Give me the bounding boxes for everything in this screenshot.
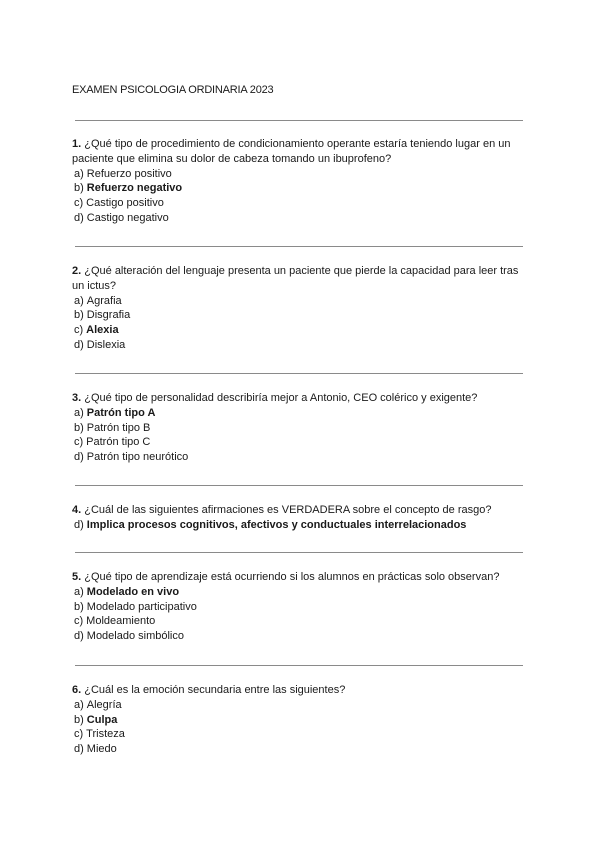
option-text: Agrafia [86,294,122,307]
option-letter: b) [74,182,84,195]
option-b [72,421,532,436]
answer-options [72,406,532,465]
question-number: 3. [72,392,82,404]
divider [75,665,523,666]
option-d [72,629,532,644]
option-letter: a) [74,406,84,419]
option-c [72,435,532,450]
question-1 [72,137,532,226]
option-c-correct [72,323,532,338]
option-letter: d) [74,451,84,464]
divider [75,246,523,247]
option-text: Patrón tipo A [86,406,156,419]
option-letter: b) [74,421,84,434]
question-6 [72,683,532,757]
option-text: Implica procesos cognitivos, afectivos y conductuales interrelacionados [86,518,467,531]
option-d [72,338,532,353]
option-letter: c) [74,436,84,449]
option-letter: d) [74,630,84,643]
question-4 [72,503,532,533]
question-text [72,503,532,518]
option-text: Culpa [86,713,118,726]
option-text: Castigo negativo [86,211,169,224]
option-text: Patrón tipo neurótico [86,451,189,464]
option-text: Alexia [86,324,119,337]
option-text: Modelado en vivo [86,585,180,598]
option-letter: c) [74,324,84,337]
question-prompt: ¿Qué alteración del lenguaje presenta un paciente que pierde la capacidad para leer tras un ictus? [72,265,519,292]
answer-options [72,585,532,644]
option-letter: d) [74,518,84,531]
option-c [72,727,532,742]
question-number: 1. [72,138,82,150]
divider [75,552,523,553]
question-number: 2. [72,265,82,277]
option-text: Disgrafia [86,309,131,322]
option-b-correct [72,713,532,728]
option-b [72,600,532,615]
option-a [72,698,532,713]
option-text: Miedo [86,743,117,756]
question-2 [72,264,532,353]
option-letter: a) [74,585,84,598]
answer-options [72,698,532,757]
question-text [72,570,532,585]
option-b-correct [72,181,532,196]
option-text: Modelado simbólico [86,630,184,643]
question-prompt: ¿Qué tipo de aprendizaje está ocurriendo si los alumnos en prácticas solo observan? [84,571,500,583]
option-text: Refuerzo negativo [86,182,183,195]
option-b [72,308,532,323]
option-letter: c) [74,615,84,628]
question-text [72,391,532,406]
option-letter: a) [74,294,84,307]
answer-options [72,294,532,353]
question-prompt: ¿Qué tipo de procedimiento de condicionamiento operante estaría teniendo lugar en un paciente que elimina su dolor de cabeza tomando un ibuprofeno? [72,138,511,165]
question-number: 6. [72,684,82,696]
question-5 [72,570,532,644]
question-text [72,137,532,167]
option-text: Patrón tipo C [86,436,151,449]
option-letter: b) [74,309,84,322]
option-text: Patrón tipo B [86,421,151,434]
answer-options [72,167,532,226]
option-d [72,211,532,226]
option-a-correct [72,406,532,421]
option-text: Castigo positivo [86,197,164,210]
option-letter: c) [74,728,84,741]
option-letter: d) [74,211,84,224]
option-letter: c) [74,197,84,210]
question-prompt: ¿Qué tipo de personalidad describiría mejor a Antonio, CEO colérico y exigente? [84,392,478,404]
question-3 [72,391,532,465]
option-text: Alegría [86,698,122,711]
option-letter: d) [74,338,84,351]
option-a [72,294,532,309]
question-number: 4. [72,504,82,516]
divider [75,485,523,486]
option-d [72,742,532,757]
option-text: Moldeamiento [86,615,156,628]
option-text: Dislexia [86,338,126,351]
option-text: Modelado participativo [86,600,197,613]
divider [75,373,523,374]
option-c [72,614,532,629]
option-text: Tristeza [86,728,125,741]
document-title: EXAMEN PSICOLOGIA ORDINARIA 2023 [72,84,274,96]
answer-options [72,518,532,533]
option-d-correct [72,518,532,533]
option-a-correct [72,585,532,600]
question-prompt: ¿Cuál de las siguientes afirmaciones es VERDADERA sobre el concepto de rasgo? [84,504,492,516]
question-number: 5. [72,571,82,583]
option-letter: a) [74,167,84,180]
option-c [72,196,532,211]
question-prompt: ¿Cuál es la emoción secundaria entre las siguientes? [84,684,346,696]
option-a [72,167,532,182]
question-text [72,683,532,698]
option-text: Refuerzo positivo [86,167,172,180]
option-letter: d) [74,743,84,756]
question-text [72,264,532,294]
option-letter: b) [74,600,84,613]
option-d [72,450,532,465]
option-letter: b) [74,713,84,726]
option-letter: a) [74,698,84,711]
divider [75,120,523,121]
